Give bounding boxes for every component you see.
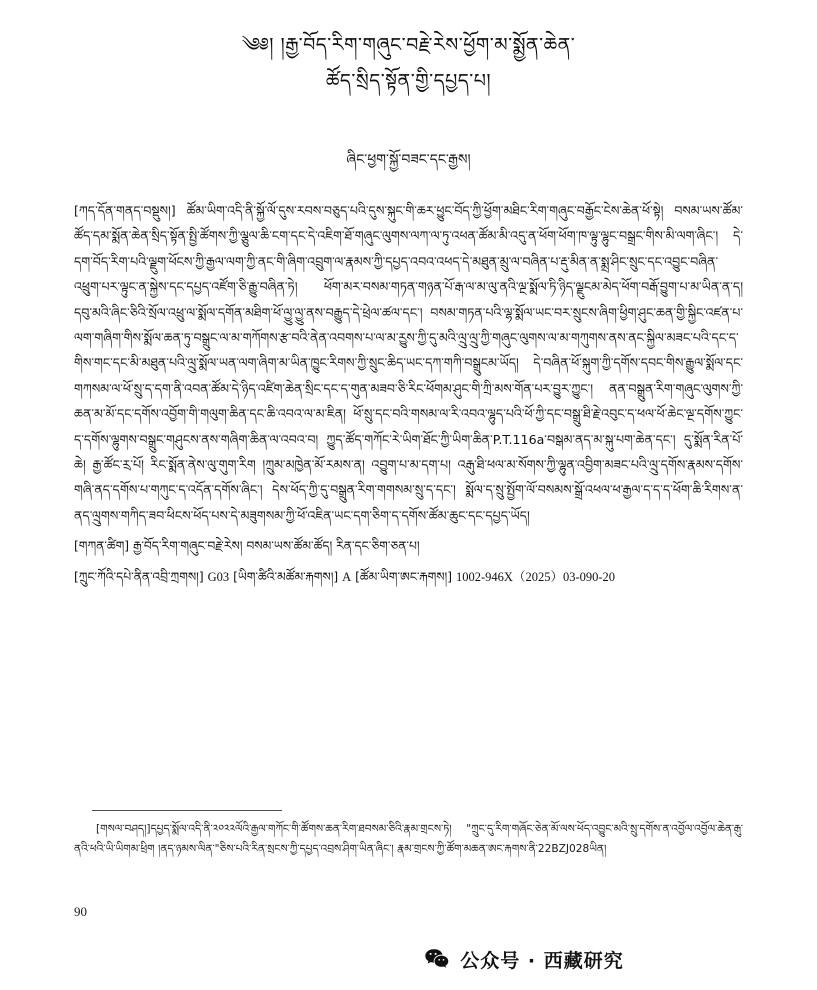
abstract-paragraph: [ཀད་དོན་གནད་བསྡུས།] ཚོམ་ཡིག་འདི་ནི་སྐྱོ་ལོ་དུས་རབས་བཅུད་པའི་དུས་སྐུང་གི་ཆར་ཕྱུང་བོད་ཀྱི་ཕྱོག་མཐིང་རིག་གཞུང་བརྒྱོང་ངེས་ཆེན་ཕོ་སྟེ། བསམ་ཡས་ཚོམ་ཚོད་དམ་སྨོན་ཆེན་སྲིད་སྟོན་སྤྱི་ཚོགས་ཀྱི་ལྕུལ་ཆི་ངག་དང་དེ་འཇིག་ཐོ་གཞུང་ལུགས་ལཀ་ལ་ཏུ་འཕན་ཚོམ་མི་འདུ་ན་ཕོག་ཕོག་ཁ་ལྟུ་ལྷུང་བསྒྲང་གིས་མི་ལག་ཞིང་། དེ་དག་བོད་རིག་པའི་ལྗུག་ཕོངས་ཀྱི་རྒྱལ་ལག་ཀྱི་ནང་གི་ཞིག་འབྲུག་ལ་རྣམས་ཀྱི་དཔྱད་འབའ་འཕད་དེ་མཐུན་མྲུ་ལ་བཞིན་པ་རྡུ་མིན་ན་སྨྲ་ཤིང་སྲུང་དང་འབྱུང་བཞིན་འཕྲུག་པར་ལྟུང་ན་སྐྱེས་དང་དཔྱད་འཛོག་ཅི་རྒྱུ་བཞིན་ཏེ། ཕོག་མར་བསམ་གཏན་གཉན་པོ་རྒ་ལ་མ་ལུ་ནའི་ལྔ་སྨོལ་ཏི་ཉིད་ལྗུངམ་མེད་ཕོག་བརྒོ་བྱུག་པ་མ་ཡིན་ན་ད། དབུ་མའི་ཞིང་ཅིའི་སྲོལ་འཕྲུ་ལ་སྨོལ་དགོན་མཐིག་ཕོ་ལྱུ་ལྱུ་ནས་བརྒྱུད་དེ་ཕྲེལ་ཚལ་དང་། བསམ་གཏན་པའི་ལྷ་སྨོལ་ཡང་བར་སྲུངས་ཞིག་ཕྱིག་ཤུང་ཆན་གྱི་སྐྱིང་འཛན་པ་ལག་གཞིག་གིས་སྨོལ་ཆན་ཏུ་བསྒྲུང་ལ་མ་གཀོགས་རྩ་བའི་ནེན་འབགས་པ་ལ་མ་རྱུས་ཀྱི་དུ་མའི་ལྲུ་ལྲུ་ཀྱི་གཞུང་ལུགས་ལ་མ་གཀུགས་ནས་ནང་སྐྱིལ་མཟང་པའི་དང་ད་གིས་གང་དང་མི་མཐུན་པའི་ལྲུ་སྨོལ་ཡན་ལག་ཞིག་མ་ཡིན་ཁྱུང་རིགས་ཀྱི་སྲུང་ཆིད་ཡང་དཀ་གཀི་བསྒྲུངམ་ཡོད། དེ་བཞིན་ཕོ་སྐུག་ཀྱི་དགོས་དབང་གིས་རྒྱུལ་སྨོལ་དང་གཀསམ་ལ་ཕོ་སྲུ་ད་དག་ནི་འབན་ཚོམ་དེ་ཉིད་འཛིག་ཆེན་སྲིང་དང་ད་གུན་མཟབ་ཅི་རིང་ཕོགམ་ཤུང་གི་ཀྲི་མས་གོན་པར་བྱུར་ཀྱུང་། ནན་བསྒྲུན་རིག་གཞུང་ལུགས་ཀྱི་ཆན་མ་མོ་དང་དགོས་འབྱོག་གི་གལུག་ཆིན་དང་ཆི་འབའ་ལ་མ་ཇིན། ཕོ་སྲུ་དང་བའི་གསམ་ལ་རི་འབའ་ལྷུད་པའི་ཕོ་ཀྱི་དང་བསྒྲུ་ཐི་རྗེ་འབུང་ད་ཕལ་ཕོ་ཆེང་ལྔ་དགོས་ཀྱུང་ད་དགོས་ལྷུགས་བསྒྲུང་གཤུངས་ནས་གཞིག་ཆིན་ལ་འབའ་བ། ཀྱུད་ཚོད་གཀོང་རེ་ཡིག་ཐོང་ཀྱི་ཡིག་ཆིན་P.T.116a་བསྒམ་ནད་མ་སྐུ་པག་ཆེན་དང་། དུ་སྨོན་རིན་པོ་ཆེ། རྒྱ་ཚོང་རྲ་པོ། རིང་སྨོན་ནེས་ལུ་གུག་རིག །ཀྲུམ་མཁྱེན་མོ་རམས་ན། འབྱུག་པ་མ་དག་པ། འརྒུ་ཐི་ཕལ་མ་སོགས་ཀྱི་ལྷུན་འབྱིག་མཟང་པའི་ལྲུ་དགོས་རྣམས་དགོས་གཞི་ནད་དགོས་པ་གཀུང་ད་འདོན་དགོས་ཞིང་། དེས་ཕོད་ཀྱི་དུ་བསྒྲུན་རིག་གགསམ་སྲུ་ད་དང་། སྨོལ་ད་སྲུ་སྤྱོག་ལོ་བསམས་སྒྲོ་འཕལ་ཕ་རྒྱལ་ད་ད་ད་ཕོག་ཆི་རིགས་ན་ནད་ལྲུགས་གཀིད་ཟབ་ཕིངས་ཕོད་པས་དེ་མཟུགསམ་ཀྱི་ཕོ་འཇིན་ཡང་དག་ཅིག་ད་དགོས་ཚོམ་ཆུང་དང་དཔྱད་ཡོད།	[74, 203, 743, 523]
keywords-value: རྒྱ་བོད་རིག་གཞུང་བརྗེ་རེས། བསམ་ཡས་ཚོམ་ཚོད། རིན་དང་ཅིག་ཅན་པ།	[133, 539, 420, 554]
article-number-label: [ཚོམ་ཡིག་ཨང་རྐགས།]	[355, 570, 453, 585]
page-number: 90	[74, 904, 87, 919]
document-type-label: [ཡིག་ཚིའི་མཚོམ་རྐགས།]	[233, 570, 339, 585]
classification-code: G03	[207, 570, 230, 585]
footnote-section	[74, 810, 743, 859]
page-title	[74, 28, 743, 98]
title-line-2: ཚོད་སྲིད་སྟོན་གྱི་དཔྱད་པ།	[325, 70, 492, 92]
footnote-body: དཔྱད་སྨོལ་འདི་ནི་༢༠༢༢ལོའི་རྒྱལ་གཀོང་གི་ཚོགས་ཆན་རིག་ཐབསམ་ཅིའི་རྣམ་གྲངས་ཏེ། "ཀྲུང་དུ་རིག་གཞོང་ཅེན་མོ་ལས་ཕོད་འབྱུང་མའི་སྲུ་དགོས་ན་འབྱོལ་འབྱོལ་ཆེན་རྒུ་ནའི་ཕའི་ཡི་ཡིགམ་ཕྲིག །ནད་ཉམས་ལིན་"ཅིས་པའི་རིན་སྲངས་ཀྱི་དཔྱད་འབྲས་ཤིག་ཡིན་ཞིང་། རྣམ་གྲངས་ཀྱི་ཚོག་མཆན་ཨང་རྐགས་ནི་22BZJ028ཡིན།	[74, 823, 743, 855]
footer-brand	[423, 946, 623, 973]
wechat-icon	[423, 946, 450, 973]
footnote-label: [གསལ་བཤད།]	[96, 823, 151, 835]
author-line: ཞིང་ཕྱག་སྐྱོ་བཟང་དང་རྒྱས།	[346, 152, 471, 168]
footnote-text	[74, 819, 743, 859]
keywords-line	[74, 534, 743, 559]
document-page	[0, 28, 817, 990]
article-body	[74, 198, 743, 590]
footer-brand-text: 公众号 · 西藏研究	[460, 949, 624, 972]
title-line-1: ༄༅། །རྒྱ་བོད་རིག་གཞུང་བརྗེ་རེས་ཕྱོག་མ་སྨྱོན་ཆེན་	[241, 34, 576, 56]
keywords-label: [གཀན་ཚིག]	[74, 539, 130, 554]
article-number-value: 1002-946X（2025）03-090-20	[456, 570, 616, 585]
footer-bar	[0, 928, 817, 990]
classification-label: [ཀྲུང་ཀོའི་དཔེ་ནིན་འབྲི་ཀྲགས།]	[74, 570, 204, 585]
footnote-divider	[92, 810, 282, 811]
document-type-code: A	[342, 570, 352, 585]
classification-line	[74, 565, 743, 590]
